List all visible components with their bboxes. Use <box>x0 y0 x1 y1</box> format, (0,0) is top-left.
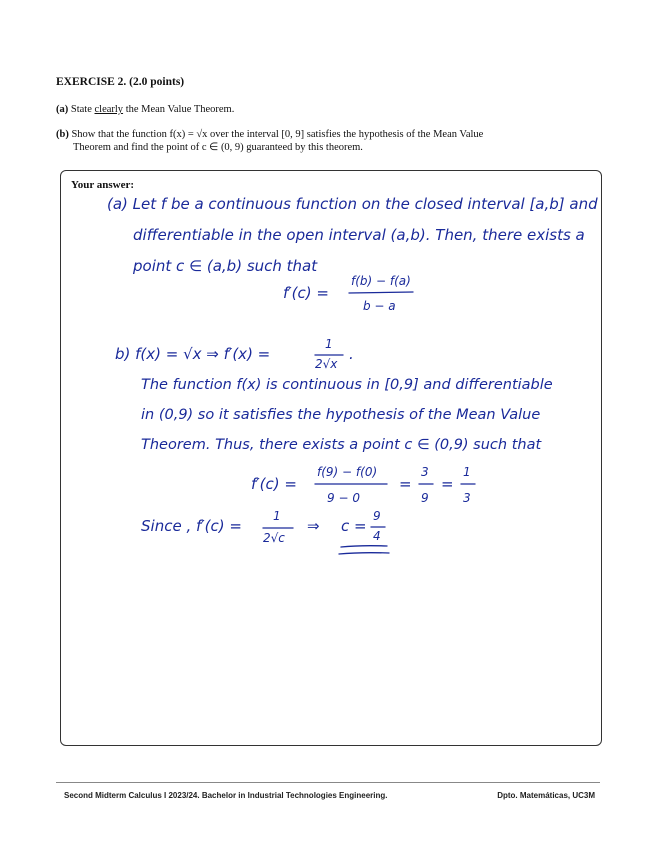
hand-b-line2: The function f(x) is continuous in [0,9] and differentiable <box>141 377 553 393</box>
hand-b-line4: Theorem. Thus, there exists a point c ∈ (0,9) such that <box>141 437 542 453</box>
hand-b-mid-num: 3 <box>421 465 429 479</box>
hand-b-mvt-num: f(9) − f(0) <box>317 465 378 479</box>
hand-b-eq1: = <box>399 475 412 493</box>
hand-b-result-den: 4 <box>373 529 381 543</box>
fraction-bar-a-mvt <box>349 292 413 293</box>
hand-b-mvt-den: 9 − 0 <box>327 491 360 505</box>
part-a-text-after: the Mean Value Theorem. <box>123 104 235 115</box>
footer-department: Dpto. Matemáticas, UC3M <box>497 791 595 800</box>
hand-b-since-arrow: ⇒ <box>307 517 320 535</box>
result-underline-1 <box>341 546 387 547</box>
footer-course: Second Midterm Calculus I 2023/24. Bachelor in Industrial Technologies Engineering. <box>64 791 388 800</box>
hand-b-eq2: = <box>441 475 454 493</box>
part-b-line2: Theorem and find the point of c ∈ (0, 9) guaranteed by this theorem. <box>73 142 363 153</box>
hand-a-mvt-den: b − a <box>363 299 396 313</box>
part-a-statement <box>56 103 596 116</box>
hand-b-line3: in (0,9) so it satisfies the hypothesis of the Mean Value <box>141 407 541 423</box>
part-a-tag: (a) <box>56 104 69 115</box>
footer-rule <box>56 782 600 783</box>
result-underline-2 <box>339 553 389 554</box>
hand-b-end-den: 3 <box>463 491 471 505</box>
hand-b-deriv-den: 2√x <box>315 357 338 371</box>
hand-b-result-lhs: c = <box>341 517 367 535</box>
hand-b-line1: b) f(x) = √x ⇒ f′(x) = <box>115 345 271 363</box>
part-a-underlined: clearly <box>94 104 124 115</box>
part-b-statement <box>56 128 596 154</box>
hand-b-since-lhs: Since , f′(c) = <box>141 517 242 535</box>
answer-label: Your answer: <box>71 179 135 191</box>
part-b-tag: (b) <box>56 129 69 140</box>
exercise-title: EXERCISE 2. (2.0 points) <box>56 76 185 88</box>
hand-b-mid-den: 9 <box>421 491 429 505</box>
hand-b-result-num: 9 <box>373 509 381 523</box>
hand-a-mvt-num: f(b) − f(a) <box>351 274 411 288</box>
part-a-text-before: State <box>70 104 95 115</box>
answer-box <box>60 170 602 746</box>
hand-b-deriv-num: 1 <box>325 337 333 351</box>
hand-a-mvt-lhs: f′(c) = <box>283 284 329 302</box>
part-b-line1: Show that the function f(x) = √x over the interval [0, 9] satisfies the hypothesis of the Mean Value <box>71 129 484 140</box>
hand-a-line2: differentiable in the open interval (a,b). Then, there exists a <box>133 226 585 244</box>
hand-b-period: . <box>349 345 354 363</box>
hand-b-mvt-lhs: f′(c) = <box>251 475 297 493</box>
hand-a-line3: point c ∈ (a,b) such that <box>133 257 318 275</box>
hand-b-since-num: 1 <box>273 509 281 523</box>
hand-a-line1: (a) Let f be a continuous function on the closed interval [a,b] and <box>107 195 598 213</box>
handwriting-strokes <box>61 171 601 745</box>
hand-b-since-den: 2√c <box>263 531 285 545</box>
hand-b-end-num: 1 <box>463 465 471 479</box>
